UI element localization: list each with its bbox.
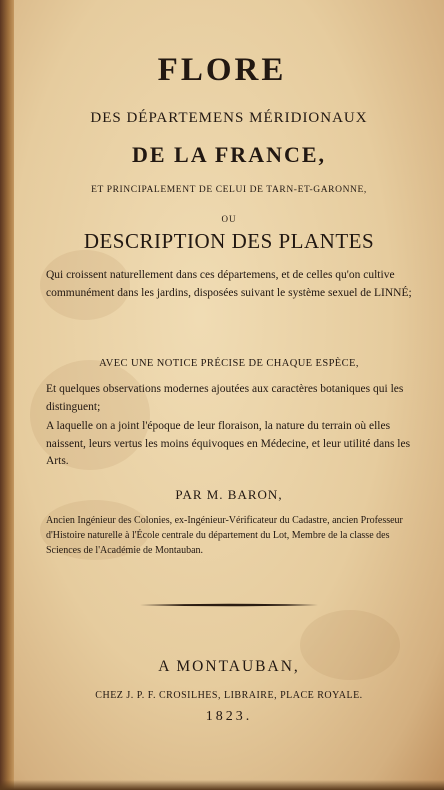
subtitle-france: DE LA FRANCE, xyxy=(131,142,327,167)
subtitle-departements: DES DÉPARTEMENS MÉRIDIONAUX xyxy=(90,110,368,126)
book-title: FLORE xyxy=(157,52,287,88)
author-line: PAR M. BARON, xyxy=(175,487,283,502)
alternate-title: DESCRIPTION DES PLANTES xyxy=(83,229,375,253)
observations-paragraph: Et quelques observations modernes ajoutées aux caractères botaniques qui les distinguent; xyxy=(46,383,404,413)
book-spine-edge xyxy=(0,0,14,790)
floraison-paragraph: A laquelle on a joint l'époque de leur floraison, la nature du terrain où elles naissent, leurs vertus les moins équivoques en Médecine, et leur utilité dans les Arts. xyxy=(46,420,411,467)
subtitle-tarn-et-garonne: ET PRINCIPALEMENT DE CELUI DE TARN-ET-GARONNE, xyxy=(91,185,367,195)
imprint-publisher: CHEZ J. P. F. CROSILHES, LIBRAIRE, PLACE ROYALE. xyxy=(95,690,363,701)
description-paragraph: Qui croissent naturellement dans ces départemens, et de celles qu'on cultive communément dans les jardins, disposées suivant le système sexuel de LINNÉ; xyxy=(46,269,412,299)
connector-ou: OU xyxy=(221,214,237,224)
page-bottom-edge xyxy=(0,780,444,790)
ornamental-rule xyxy=(140,603,318,607)
imprint-year: 1823. xyxy=(205,709,253,724)
notice-heading: AVEC UNE NOTICE PRÉCISE DE CHAQUE ESPÈCE, xyxy=(99,358,359,369)
author-credentials: Ancien Ingénieur des Colonies, ex-Ingénieur-Vérificateur du Cadastre, ancien Professeur d'Histoire naturelle à l'École centrale du département du Lot, Membre de la classe des Sciences de l'Académie de Montauban. xyxy=(46,515,403,556)
imprint-city: A MONTAUBAN, xyxy=(158,658,300,675)
